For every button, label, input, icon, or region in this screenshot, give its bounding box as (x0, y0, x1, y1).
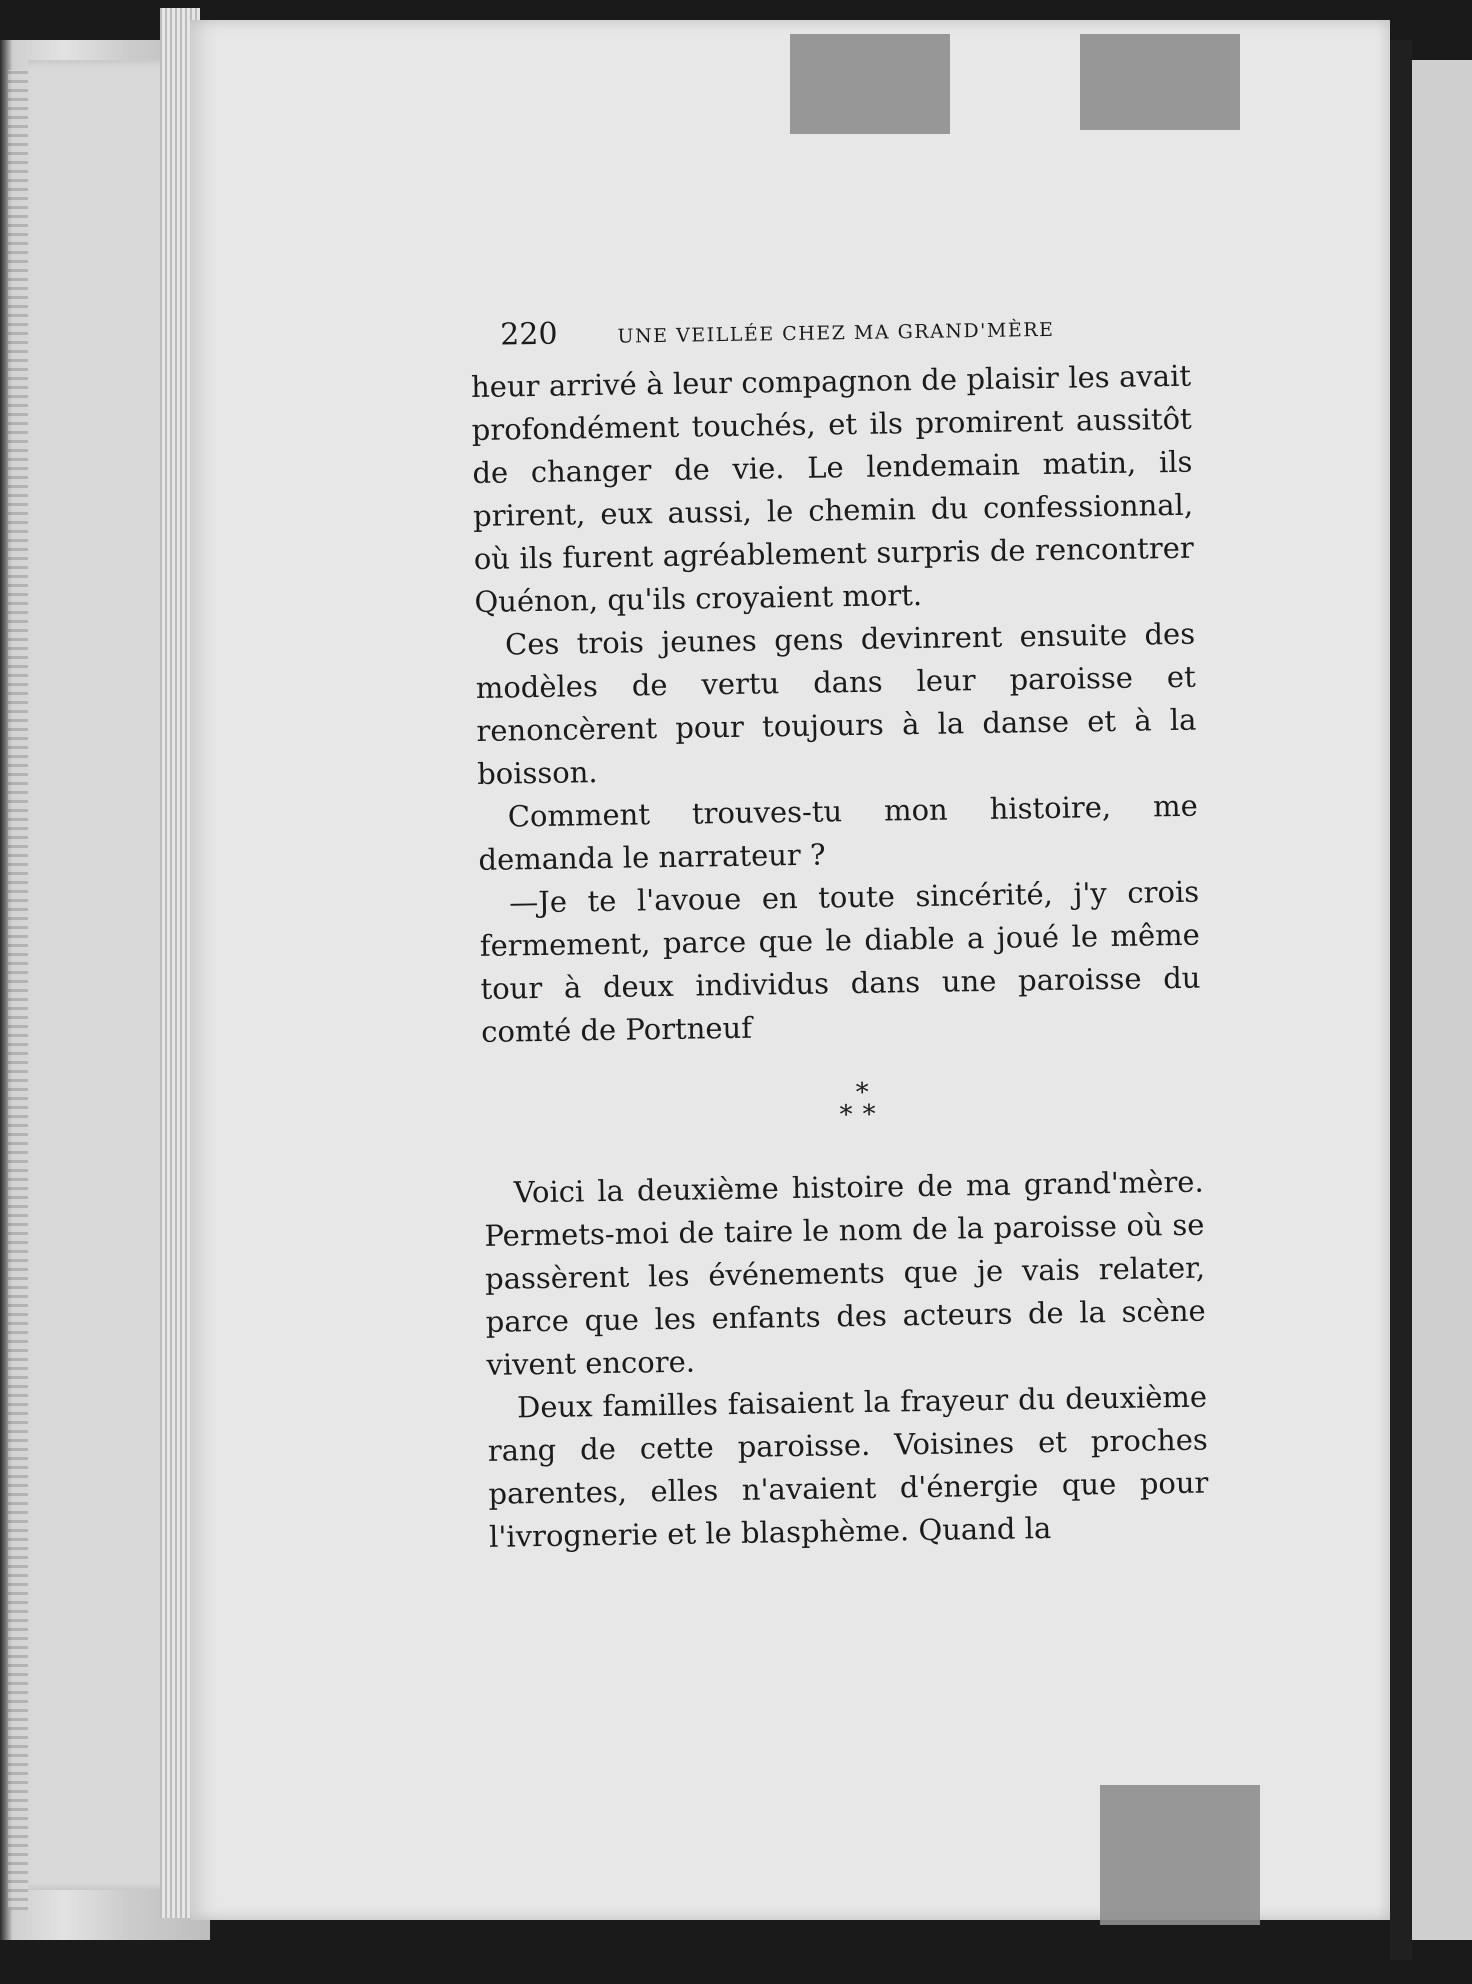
paragraph: Ces trois jeunes gens devinrent ensuite des modèles de vertu dans leur paroisse et renoncèrent pour toujours à la danse et à la boisson. (475, 616, 1197, 791)
tape-tab-top-right (1080, 34, 1240, 130)
book-binding (1390, 40, 1412, 1960)
paragraph: heur arrivé à leur compagnon de plaisir les avait profondément touchés, et ils promirent aussitôt de changer de vie. Le lendemain matin, ils prirent, eux aussi, le chemin du confessionnal, où ils furent agréablement surpris de rencontrer Quénon, qu'ils croyaient mort. (470, 358, 1194, 619)
paragraph: Voici la deuxième histoire de ma grand'mère. Permets-moi de taire le nom de la paroisse où se passèrent les événements que je vais relater, parce que les enfants des acteurs de la scène vivent encore. (484, 1164, 1206, 1382)
left-page-edge (28, 60, 178, 1890)
tape-tab-bottom (1100, 1785, 1260, 1925)
paragraph: —Je te l'avoue en toute sincérité, j'y crois fermement, parce que le diable a joué le même tour à deux individus dans une paroisse du comté de Portneuf (479, 874, 1201, 1049)
running-title: UNE VEILLÉE CHEZ MA GRAND'MÈRE (617, 318, 1055, 348)
asterism-top: * (855, 1077, 869, 1109)
paragraph: Deux familles faisaient la frayeur du deuxième rang de cette paroisse. Voisines et proches parentes, elles n'avaient d'énergie que pour l'ivrognerie et le blasphème. Quand la (487, 1379, 1209, 1554)
right-page-edge (1412, 60, 1472, 1940)
asterism-bottom: ** (839, 1099, 886, 1131)
page-text-block (470, 307, 1209, 1559)
section-break-asterism (482, 1077, 1203, 1132)
tape-tab-top-left (790, 34, 950, 134)
page-number: 220 (499, 316, 558, 353)
paragraph: Comment trouves-tu mon histoire, me demanda le narrateur ? (478, 788, 1199, 877)
